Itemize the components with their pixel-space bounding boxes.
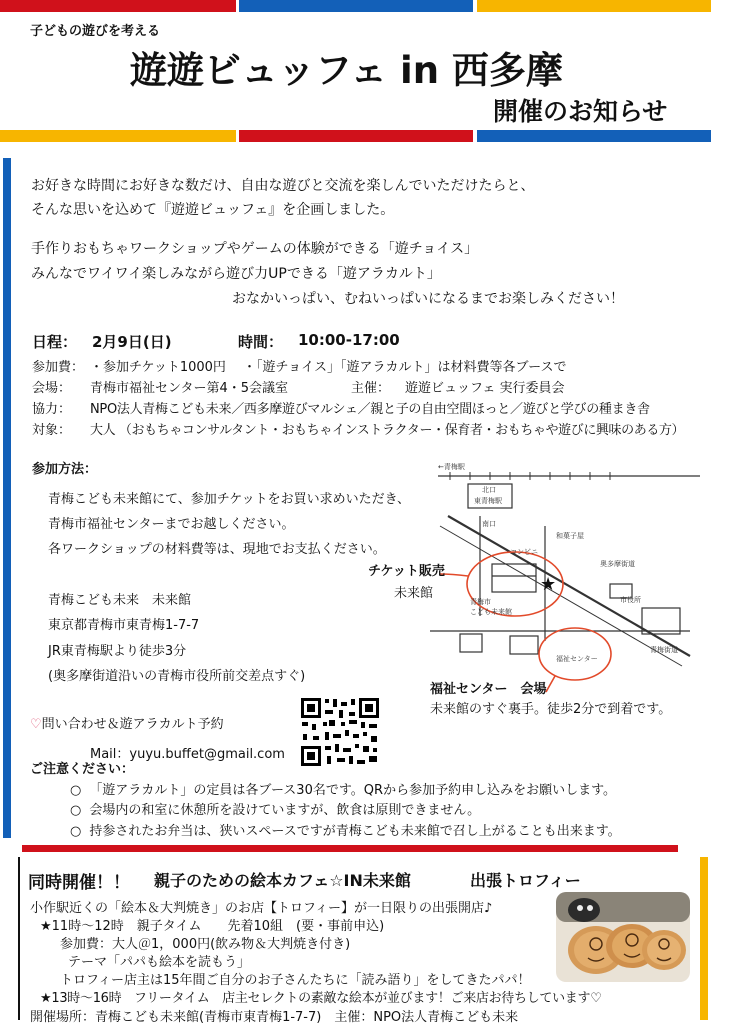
heart-icon: ♡: [30, 717, 42, 732]
howto-line-1: 青梅こども未来館にて、参加チケットをお買い求めいただき、: [48, 492, 411, 507]
svg-text:こども未来館: こども未来館: [470, 608, 512, 616]
location-star: ★: [540, 574, 557, 595]
contact-mail[interactable]: Mail：yuyu.buffet@gmail.com: [90, 747, 285, 762]
header-bar-blue: [477, 130, 711, 142]
section-divider-red: [22, 845, 678, 852]
address-line-2: 東京都青梅市東青梅1-7-7: [48, 618, 200, 633]
svg-text:東青梅駅: 東青梅駅: [474, 497, 502, 505]
trophy-photo: [556, 892, 690, 982]
circle-bullet-icon: ○: [70, 824, 82, 839]
intro-line-1: お好きな時間にお好きな数だけ、自由な遊びと交流を楽しんでいただけたらと、: [31, 178, 535, 194]
date-value: 2月9日(日): [92, 333, 172, 351]
address-line-1: 青梅こども未来 未来館: [48, 593, 192, 608]
howto-line-2: 青梅市福祉センターまでお越しください。: [48, 517, 295, 532]
intro-line-5: おなかいっぱい、むねいっぱいになるまでお楽しみください！: [232, 291, 624, 307]
page-title-sub: 開催のお知らせ: [493, 97, 668, 126]
target-value: 大人 （おもちゃコンサルタント・おもちゃインストラクター・保育者・おもちゃや遊びに興味のある方）: [90, 423, 685, 438]
svg-text:北口: 北口: [482, 486, 496, 494]
host-value: 遊遊ビュッフェ 実行委員会: [405, 381, 565, 396]
date-label: 日程：: [32, 333, 78, 351]
simul-line-6: ★13時～16時 フリータイム 店主セレクトの素敵な絵本が並びます！ご来店お待ちしています♡: [40, 991, 602, 1006]
svg-text:←青梅駅: ←青梅駅: [438, 463, 465, 471]
notes-heading: ご注意ください：: [30, 762, 135, 777]
top-bar-yellow: [477, 0, 711, 12]
access-map: [370, 456, 710, 706]
time-value: 10:00-17:00: [298, 331, 400, 349]
svg-text:福祉センター: 福祉センター: [556, 655, 598, 663]
simul-line-2: ★11時～12時 親子タイム 先着10組 (要・事前申込): [40, 919, 385, 934]
simul-heading: 同時開催！！: [28, 873, 130, 893]
host-label: 主催：: [351, 381, 391, 396]
welfare-center-building: [510, 636, 538, 654]
coop-value: NPO法人青梅こども未来／西多摩遊びマルシェ／親と子の自由空間ほっと／遊びと学びの種まき舎: [90, 402, 650, 417]
venue-value: 青梅市福祉センター第4・5会議室: [90, 381, 289, 396]
target-label: 対象：: [32, 423, 72, 438]
simul-footer: 開催場所：青梅こども未来館(青梅市東青梅1-7-7) 主催：NPO法人青梅こども未来: [30, 1010, 519, 1025]
svg-text:市役所: 市役所: [620, 596, 641, 604]
address-line-4: (奥多摩街道沿いの青梅市役所前交差点すぐ): [48, 669, 306, 684]
intro-line-2: そんな思いを込めて『遊遊ビュッフェ』を企画しました。: [31, 202, 395, 218]
top-bar-blue: [239, 0, 473, 12]
howto-heading: 参加方法：: [32, 462, 98, 477]
top-bar-red: [0, 0, 236, 12]
simul-left-rule: [18, 857, 20, 1020]
simul-line-5: トロフィー店主は15年間ご自分のお子さんたちに「読み語り」をしてきたパパ！: [60, 973, 531, 988]
simul-line-3: 参加費：大人＠1，000円(飲み物＆大判焼き付き): [60, 937, 351, 952]
address-line-3: JR東青梅駅より徒歩3分: [48, 644, 187, 659]
intro-line-3: 手作りおもちゃワークショップやゲームの体験ができる「遊チョイス」: [31, 241, 479, 257]
ticket-label: チケット販売: [368, 564, 445, 579]
time-label: 時間：: [238, 333, 284, 351]
contact-row: [30, 713, 224, 732]
simul-title: 親子のための絵本カフェ☆IN未来館: [154, 871, 411, 890]
simul-line-1: 小作駅近くの「絵本＆大判焼き」のお店【トロフィー】が一日限りの出張開店♪: [30, 901, 493, 916]
svg-text:奥多摩街道: 奥多摩街道: [600, 560, 635, 568]
simul-right-rule: [700, 857, 708, 1020]
circle-bullet-icon: ○: [70, 803, 82, 818]
svg-text:和菓子屋: 和菓子屋: [556, 532, 584, 540]
svg-text:コンビニ: コンビニ: [510, 548, 538, 556]
intro-line-4: みんなでワイワイ楽しみながら遊び力UPできる「遊アラカルト」: [31, 266, 441, 282]
welfare-label: 福祉センター 会場: [430, 682, 547, 697]
svg-text:青梅街道: 青梅街道: [650, 646, 678, 654]
note-item-3: ○ 持参されたお弁当は、狭いスペースですが青梅こども未来館で召し上がることも出来ます。: [70, 824, 621, 839]
svg-text:南口: 南口: [482, 520, 496, 528]
fee-value: ・参加チケット1000円 ・「遊チョイス」「遊アラカルト」は材料費等各ブースで: [90, 360, 567, 375]
welfare-circle: [539, 628, 611, 680]
coop-label: 協力：: [32, 402, 72, 417]
howto-line-3: 各ワークショップの材料費等は、現地でお支払ください。: [48, 542, 386, 557]
header-bar-red: [239, 130, 473, 142]
circle-bullet-icon: ○: [70, 783, 82, 798]
simul-subtitle: 出張トロフィー: [470, 871, 581, 890]
fee-label: 参加費：: [32, 360, 85, 375]
ticket-place: 未来館: [394, 586, 434, 601]
left-blue-rule: [3, 158, 11, 838]
qr-code[interactable]: [299, 696, 381, 768]
note-item-2: ○ 会場内の和室に休憩所を設けていますが、飲食は原則できません。: [70, 803, 481, 818]
simul-line-4: テーマ「パパも絵本を読もう」: [68, 955, 251, 970]
contact-title: 問い合わせ＆遊アラカルト予約: [41, 717, 224, 732]
page-title: 遊遊ビュッフェ in 西多摩: [130, 49, 563, 92]
svg-text:青梅市: 青梅市: [470, 598, 491, 606]
city-hall-building: [642, 608, 680, 634]
note-item-1: ○ 「遊アラカルト」の定員は各ブース30名です。QRから参加予約申し込みをお願いします。: [70, 783, 617, 798]
venue-label: 会場：: [32, 381, 72, 396]
header-subtitle: 子どもの遊びを考える: [30, 24, 161, 39]
header-bar-yellow: [0, 130, 236, 142]
welfare-note: 未来館のすぐ裏手。徒歩2分で到着です。: [430, 702, 672, 717]
